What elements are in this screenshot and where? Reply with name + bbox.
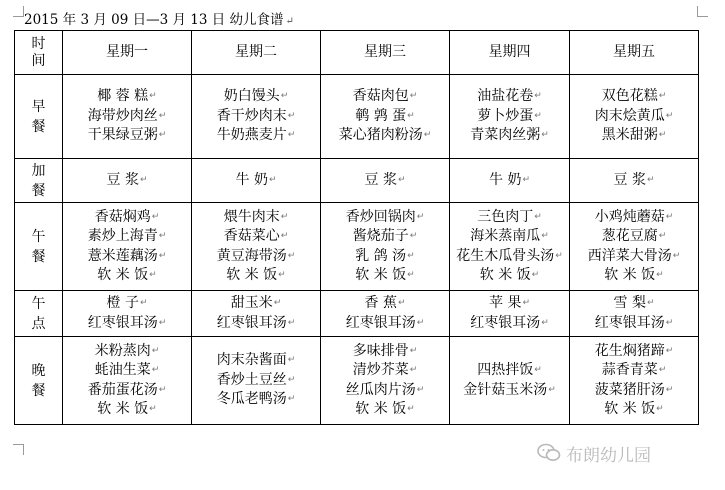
- day-header-cell: [570, 31, 699, 75]
- time-label-line: 间: [31, 52, 46, 69]
- paragraph-mark: ↵: [541, 317, 549, 328]
- paragraph-mark: ↵: [397, 174, 406, 185]
- paragraph-mark: ↵: [416, 211, 425, 222]
- dish-item: [570, 208, 698, 228]
- dish-cell: [450, 75, 570, 159]
- meal-label-cell: [15, 159, 63, 203]
- paragraph-mark: ↵: [555, 250, 563, 261]
- meal-label-line: 餐: [31, 248, 46, 265]
- paragraph-mark: ↵: [658, 91, 667, 102]
- dish-text: 香菇菜心: [223, 228, 280, 244]
- meal-label-cell: [15, 337, 63, 425]
- dish-text: 牛 奶: [235, 171, 268, 188]
- paragraph-mark: ↵: [416, 384, 425, 395]
- paragraph-mark: ↵: [149, 91, 157, 102]
- paragraph-mark: ↵: [656, 270, 664, 280]
- meal-label-line: 晚: [31, 362, 46, 379]
- dish-text: 椰 蓉 糕: [97, 88, 149, 105]
- day-header-cell: [321, 31, 450, 75]
- dish-cell: [570, 337, 699, 425]
- dish-text: 干果绿豆粥: [87, 127, 158, 144]
- header-row: [15, 31, 699, 75]
- meal-row: [15, 337, 699, 425]
- dish-item: [570, 361, 698, 381]
- dish-text: 红枣银耳汤: [87, 314, 158, 331]
- dish-item: [321, 171, 449, 191]
- dish-cell: [321, 75, 450, 159]
- paragraph-mark: ↵: [672, 250, 681, 261]
- paragraph-mark: ↵: [287, 110, 296, 121]
- paragraph-mark: ↵: [646, 298, 655, 308]
- paragraph-mark: ↵: [149, 270, 157, 280]
- paragraph-mark: ↵: [280, 231, 289, 241]
- dish-text: 花生木瓜骨头汤: [456, 247, 555, 264]
- dish-item: [570, 342, 698, 362]
- page-corner-mark-top-right: [697, 6, 708, 17]
- dish-text: 多味排骨: [352, 342, 409, 359]
- paragraph-mark: ↵: [665, 384, 674, 395]
- dish-text: 肉末杂酱面: [216, 352, 287, 369]
- paragraph-mark: ↵: [158, 250, 167, 261]
- dish-cell: [192, 159, 321, 203]
- paragraph-mark: ↵: [658, 231, 667, 241]
- dish-text: 青菜肉丝粥: [470, 127, 541, 144]
- dish-item: [570, 400, 698, 420]
- dish-text: 西洋菜大骨汤: [587, 247, 672, 264]
- dish-text: 菜心猪肉粉汤: [338, 127, 423, 144]
- paragraph-mark: ↵: [151, 211, 160, 222]
- meal-row: [15, 159, 699, 203]
- dish-text: 红枣银耳汤: [470, 314, 541, 331]
- dish-item: [192, 390, 320, 410]
- dish-item: [321, 314, 449, 334]
- paragraph-mark: ↵: [158, 130, 167, 141]
- dish-item: [450, 266, 569, 286]
- meal-label-line: 餐: [31, 182, 46, 199]
- dish-item: [450, 126, 569, 146]
- dish-item: [570, 381, 698, 401]
- dish-item: [321, 107, 449, 127]
- dish-text: 雪 梨: [613, 295, 646, 311]
- dish-text: 奶白馒头: [223, 88, 280, 105]
- dish-cell: [192, 291, 321, 337]
- wechat-icon: [537, 443, 561, 463]
- dish-item: [321, 266, 449, 286]
- paragraph-mark: ↵: [287, 374, 296, 385]
- dish-item: [450, 247, 569, 267]
- dish-item: [450, 314, 569, 334]
- dish-item: [321, 126, 449, 146]
- dish-item: [570, 107, 698, 127]
- dish-text: 豆 浆: [364, 171, 397, 188]
- day-header-cell: [63, 31, 192, 75]
- dish-item: [450, 107, 569, 127]
- dish-cell: [450, 203, 570, 291]
- time-label-line: 时: [31, 35, 46, 52]
- dish-cell: [192, 75, 321, 159]
- dish-cell: [321, 291, 450, 337]
- day-label: 星期五: [613, 43, 655, 60]
- meal-label-cell: [15, 291, 63, 337]
- dish-text: 番茄蛋花汤: [87, 381, 158, 398]
- day-header-cell: [192, 31, 321, 75]
- dish-text: 香菇肉包: [352, 88, 409, 105]
- dish-item: [63, 227, 191, 247]
- dish-text: 软 米 饭: [355, 401, 407, 417]
- paragraph-mark: ↵: [280, 91, 289, 102]
- dish-cell: [450, 291, 570, 337]
- paragraph-mark: ↵: [656, 404, 664, 414]
- paragraph-mark: ↵: [139, 174, 148, 185]
- dish-text: 红枣银耳汤: [216, 314, 287, 331]
- dish-text: 丝瓜肉片汤: [345, 381, 416, 398]
- dish-text: 黄豆海带汤: [216, 247, 287, 264]
- dish-text: 酱烧茄子: [352, 228, 409, 244]
- dish-item: [63, 87, 191, 107]
- dish-cell: [450, 159, 570, 203]
- dish-text: 素炒上海青: [87, 228, 158, 244]
- paragraph-mark: ↵: [268, 174, 277, 185]
- day-label: 星期四: [488, 43, 531, 60]
- dish-item: [63, 126, 191, 146]
- dish-item: [321, 294, 449, 314]
- paragraph-mark: ↵: [409, 345, 418, 356]
- dish-cell: [63, 337, 192, 425]
- dish-item: [570, 314, 698, 334]
- dish-text: 香炒土豆丝: [216, 371, 287, 388]
- page-corner-mark-bottom-left: [13, 444, 24, 455]
- dish-item: [321, 208, 449, 228]
- dish-text: 黑米甜粥: [601, 127, 658, 144]
- dish-cell: [321, 337, 450, 425]
- dish-text: 软 米 饭: [226, 267, 278, 283]
- paragraph-mark: ↵: [139, 298, 148, 308]
- day-label: 星期三: [364, 43, 406, 60]
- dish-text: 香 蕉: [364, 295, 397, 311]
- paragraph-mark: ↵: [658, 130, 667, 141]
- dish-item: [321, 400, 449, 420]
- dish-item: [192, 294, 320, 314]
- paragraph-mark: ↵: [423, 130, 432, 141]
- paragraph-mark: ↵: [397, 298, 406, 308]
- dish-text: 软 米 饭: [479, 267, 531, 283]
- dish-item: [192, 87, 320, 107]
- dish-item: [63, 294, 191, 314]
- paragraph-mark: ↵: [158, 231, 167, 241]
- meal-label-cell: [15, 203, 63, 291]
- dish-text: 软 米 饭: [97, 401, 149, 417]
- paragraph-mark: ↵: [287, 394, 296, 405]
- dish-text: 红枣银耳汤: [594, 314, 665, 331]
- paragraph-mark: ↵: [665, 211, 674, 222]
- dish-item: [321, 87, 449, 107]
- dish-cell: [192, 203, 321, 291]
- watermark-text: 布朗幼儿园: [566, 445, 651, 466]
- dish-item: [192, 171, 320, 191]
- dish-item: [450, 87, 569, 107]
- dish-cell: [63, 75, 192, 159]
- dish-text: 三色肉丁: [477, 208, 534, 225]
- dish-text: 软 米 饭: [355, 267, 407, 283]
- dish-item: [321, 342, 449, 362]
- dish-item: [63, 314, 191, 334]
- dish-cell: [63, 291, 192, 337]
- paragraph-mark: ↵: [407, 404, 415, 414]
- dish-text: 金针菇玉米汤: [463, 381, 548, 398]
- time-header-cell: [15, 31, 63, 75]
- dish-text: 蚝油生菜: [94, 362, 151, 378]
- dish-text: 海带炒肉丝: [87, 107, 158, 124]
- meal-label-line: 午: [31, 228, 46, 245]
- paragraph-mark: ↵: [522, 298, 530, 308]
- dish-cell: [570, 291, 699, 337]
- paragraph-mark: ↵: [280, 211, 289, 222]
- dish-text: 煨牛肉末: [223, 208, 280, 225]
- meal-row: [15, 203, 699, 291]
- dish-item: [450, 227, 569, 247]
- dish-item: [450, 361, 569, 381]
- meal-row: [15, 75, 699, 159]
- paragraph-mark: ↵: [665, 317, 674, 328]
- dish-item: [570, 247, 698, 267]
- dish-item: [450, 208, 569, 228]
- dish-cell: [192, 337, 321, 425]
- dish-text: 花生焖猪蹄: [594, 342, 665, 359]
- paragraph-mark: ↵: [665, 345, 674, 356]
- paragraph-mark: ↵: [665, 110, 674, 121]
- paragraph-mark: ↵: [416, 317, 425, 328]
- paragraph-mark: ↵: [534, 211, 542, 222]
- dish-item: [570, 171, 698, 191]
- dish-text: 双色花糕: [601, 88, 658, 105]
- dish-item: [570, 294, 698, 314]
- dish-item: [192, 107, 320, 127]
- dish-item: [192, 266, 320, 286]
- paragraph-mark: ↵: [278, 270, 286, 280]
- dish-text: 薏米莲藕汤: [87, 247, 158, 264]
- dish-text: 米粉蒸肉: [94, 342, 151, 359]
- paragraph-mark: ↵: [287, 250, 296, 261]
- dish-text: 清炒芥菜: [352, 362, 409, 378]
- paragraph-mark: ↵: [158, 110, 167, 121]
- paragraph-mark: ↵: [287, 355, 296, 366]
- dish-item: [63, 171, 191, 191]
- dish-item: [321, 227, 449, 247]
- dish-text: 香干炒肉末: [216, 107, 287, 124]
- dish-text: 软 米 饭: [97, 267, 149, 283]
- dish-item: [321, 361, 449, 381]
- dish-text: 牛 奶: [489, 171, 522, 188]
- paragraph-mark: ↵: [548, 384, 556, 395]
- paragraph-mark: ↵: [646, 174, 655, 185]
- paragraph-mark: ↵: [287, 317, 296, 328]
- dish-cell: [321, 203, 450, 291]
- paragraph-mark: ↵: [151, 345, 160, 356]
- paragraph-mark: ↵: [534, 365, 542, 375]
- dish-item: [63, 247, 191, 267]
- paragraph-mark: ↵: [409, 91, 418, 102]
- dish-text: 甜玉米: [230, 295, 273, 311]
- paragraph-mark: ↵: [534, 110, 542, 121]
- dish-text: 四热拌饭: [477, 362, 534, 378]
- meal-row: [15, 291, 699, 337]
- dish-text: 菠菜猪肝汤: [594, 381, 665, 398]
- dish-text: 萝卜炒蛋: [477, 107, 534, 124]
- dish-cell: [570, 203, 699, 291]
- dish-item: [321, 381, 449, 401]
- dish-text: 乳 鸽 汤: [355, 247, 407, 264]
- dish-text: 葱花豆腐: [601, 228, 658, 244]
- meal-label-line: 午: [31, 295, 46, 312]
- dish-cell: [321, 159, 450, 203]
- dish-item: [63, 342, 191, 362]
- meal-label-line: 餐: [31, 382, 46, 399]
- dish-text: 冬瓜老鸭汤: [216, 391, 287, 408]
- dish-item: [570, 227, 698, 247]
- dish-item: [63, 107, 191, 127]
- dish-text: 蒜香青菜: [601, 362, 658, 378]
- paragraph-mark: ↵: [285, 16, 294, 27]
- dish-text: 软 米 饭: [604, 267, 656, 283]
- paragraph-mark: ↵: [407, 270, 415, 280]
- dish-text: 油盐花卷: [477, 88, 534, 105]
- dish-cell: [570, 75, 699, 159]
- dish-text: 肉末烩黄瓜: [594, 107, 665, 124]
- dish-text: 豆 浆: [613, 171, 646, 188]
- paragraph-mark: ↵: [534, 91, 542, 102]
- dish-item: [192, 126, 320, 146]
- watermark: [537, 442, 707, 464]
- dish-item: [63, 400, 191, 420]
- dish-text: 软 米 饭: [604, 401, 656, 417]
- dish-item: [450, 171, 569, 191]
- paragraph-mark: ↵: [273, 298, 282, 308]
- dish-item: [63, 381, 191, 401]
- dish-text: 香菇焖鸡: [94, 208, 151, 225]
- document-title: [24, 8, 294, 28]
- dish-item: [192, 247, 320, 267]
- dish-text: 牛奶燕麦片: [216, 127, 287, 144]
- dish-cell: [450, 337, 570, 425]
- dish-item: [63, 266, 191, 286]
- dish-cell: [63, 203, 192, 291]
- menu-table: [14, 30, 699, 425]
- day-header-cell: [450, 31, 570, 75]
- meal-label-line: 点: [31, 315, 46, 332]
- paragraph-mark: ↵: [409, 231, 418, 241]
- dish-item: [570, 87, 698, 107]
- dish-item: [450, 381, 569, 401]
- dish-text: 红枣银耳汤: [345, 314, 416, 331]
- dish-text: 鹌 鹑 蛋: [355, 107, 407, 124]
- dish-item: [321, 247, 449, 267]
- page-corner-mark-top-left: [13, 6, 24, 17]
- dish-item: [192, 371, 320, 391]
- dish-text: 橙 子: [106, 295, 139, 311]
- paragraph-mark: ↵: [407, 250, 415, 261]
- paragraph-mark: ↵: [287, 130, 296, 141]
- title-text: 2015 年 3 月 09 日—3 月 13 日 幼儿食谱: [24, 12, 284, 28]
- dish-text: 豆 浆: [106, 171, 139, 188]
- dish-item: [192, 314, 320, 334]
- day-label: 星期一: [106, 43, 148, 60]
- paragraph-mark: ↵: [658, 365, 667, 375]
- paragraph-mark: ↵: [407, 110, 415, 121]
- dish-item: [570, 266, 698, 286]
- dish-text: 小鸡炖蘑菇: [594, 208, 665, 225]
- dish-item: [192, 351, 320, 371]
- paragraph-mark: ↵: [541, 231, 549, 241]
- dish-text: 香炒回锅肉: [345, 208, 416, 225]
- day-label: 星期二: [235, 43, 277, 60]
- paragraph-mark: ↵: [151, 365, 160, 375]
- dish-item: [63, 361, 191, 381]
- dish-item: [192, 208, 320, 228]
- meal-label-line: 早: [31, 98, 46, 115]
- paragraph-mark: ↵: [149, 404, 157, 414]
- paragraph-mark: ↵: [409, 365, 418, 375]
- dish-text: 海米蒸南瓜: [470, 228, 541, 244]
- paragraph-mark: ↵: [531, 270, 540, 280]
- dish-item: [192, 227, 320, 247]
- meal-label-line: 餐: [31, 118, 46, 135]
- dish-item: [450, 294, 569, 314]
- paragraph-mark: ↵: [158, 317, 167, 328]
- paragraph-mark: ↵: [522, 174, 530, 185]
- dish-item: [570, 126, 698, 146]
- dish-cell: [570, 159, 699, 203]
- dish-cell: [63, 159, 192, 203]
- dish-text: 苹 果: [489, 295, 522, 311]
- paragraph-mark: ↵: [158, 384, 167, 395]
- dish-item: [63, 208, 191, 228]
- paragraph-mark: ↵: [541, 130, 549, 141]
- meal-label-line: 加: [31, 162, 46, 179]
- meal-label-cell: [15, 75, 63, 159]
